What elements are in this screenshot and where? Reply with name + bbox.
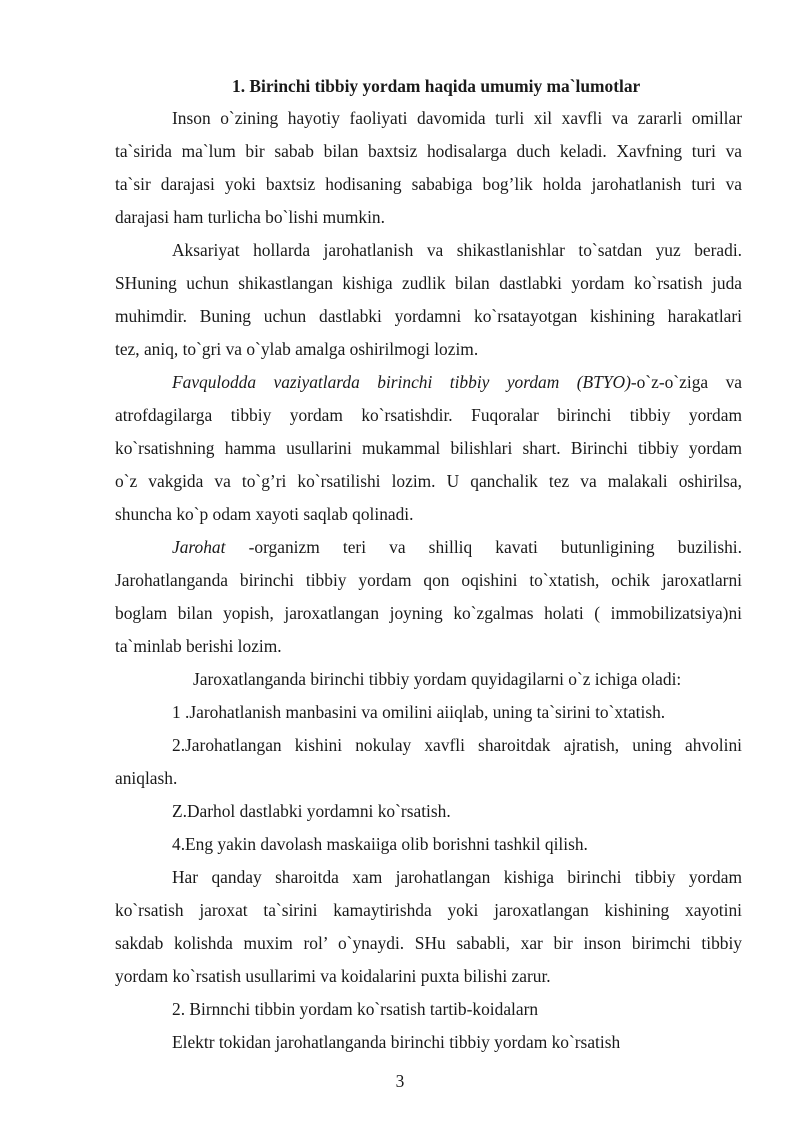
paragraph-line: ta`sirida ma`lum bir sabab bilan baxtsiz hodisalarga duch keladi. Xavfning turi va <box>115 141 742 161</box>
paragraph-text: -organizm teri va shilliq kavati butunligining buzilishi. <box>225 537 742 557</box>
paragraph-line: Jaroxatlanganda birinchi tibbiy yordam quyidagilarni o`z ichiga oladi: <box>193 669 682 689</box>
list-item: Z.Darhol dastlabki yordamni ko`rsatish. <box>172 801 451 821</box>
paragraph-line: Har qanday sharoitda xam jarohatlangan kishiga birinchi tibbiy yordam <box>172 867 742 887</box>
italic-term: Favqulodda vaziyatlarda birinchi tibbiy yordam (BTYO) <box>172 372 631 392</box>
italic-term: Jarohat <box>172 537 226 557</box>
paragraph-line: ko`rsatish jaroxat ta`sirini kamaytirishda yoki jaroxatlangan kishining xayotini <box>115 900 742 920</box>
paragraph-line: shuncha ko`p odam xayoti saqlab qolinadi. <box>115 504 414 524</box>
list-item-continuation: aniqlash. <box>115 768 178 788</box>
page-number: 3 <box>395 1071 405 1091</box>
list-item: 2.Jarohatlangan kishini nokulay xavfli sharoitdak ajratish, uning ahvolini <box>172 735 742 755</box>
list-item: 1 .Jarohatlanish manbasini va omilini aiiqlab, uning ta`sirini to`xtatish. <box>172 702 666 722</box>
section-heading: 1. Birinchi tibbiy yordam haqida umumiy ma`lumotlar <box>232 76 641 96</box>
paragraph-line: o`z vakgida va to`g’ri ko`rsatilishi lozim. U qanchalik tez va malakali oshirilsa, <box>115 471 742 491</box>
paragraph-line: Aksariyat hollarda jarohatlanish va shikastlanishlar to`satdan yuz beradi. <box>172 240 742 260</box>
paragraph-line: tez, aniq, to`gri va o`ylab amalga oshirilmogi lozim. <box>115 339 479 359</box>
paragraph-line <box>172 537 742 558</box>
paragraph-line: Elektr tokidan jarohatlanganda birinchi tibbiy yordam ko`rsatish <box>172 1032 621 1052</box>
paragraph-line: SHuning uchun shikastlangan kishiga zudlik bilan dastlabki yordam ko`rsatish juda <box>115 273 742 293</box>
paragraph-line: muhimdir. Buning uchun dastlabki yordamni ko`rsatayotgan kishining harakatlari <box>115 306 742 326</box>
paragraph-line: Jarohatlanganda birinchi tibbiy yordam qon oqishini to`xtatish, ochik jaroxatlarni <box>115 570 742 590</box>
paragraph-line: ko`rsatishning hamma usullarini mukammal bilishlari shart. Birinchi tibbiy yordam <box>115 438 742 458</box>
paragraph-line: Inson o`zining hayotiy faoliyati davomida turli xil xavfli va zararli omillar <box>172 108 742 128</box>
paragraph-line: sakdab kolishda muxim rol’ o`ynaydi. SHu sababli, xar bir inson birimchi tibbiy <box>115 933 742 953</box>
paragraph-line: darajasi ham turlicha bo`lishi mumkin. <box>115 207 385 227</box>
paragraph-line: atrofdagilarga tibbiy yordam ko`rsatishdir. Fuqoralar birinchi tibbiy yordam <box>115 405 742 425</box>
list-item: 4.Eng yakin davolash maskaiiga olib borishni tashkil qilish. <box>172 834 588 854</box>
paragraph-line: boglam bilan yopish, jaroxatlangan joyning ko`zgalmas holati ( immobilizatsiya)ni <box>115 603 742 623</box>
paragraph-line <box>172 372 742 393</box>
paragraph-line: ta`sir darajasi yoki baxtsiz hodisaning sababiga bog’lik holda jarohatlanish turi va <box>115 174 742 194</box>
paragraph-text: -o`z-o`ziga va <box>630 372 742 392</box>
paragraph-line: yordam ko`rsatish usullarimi va koidalarini puxta bilishi zarur. <box>115 966 551 986</box>
section-title: 2. Birnnchi tibbin yordam ko`rsatish tartib-koidalarn <box>172 999 539 1019</box>
paragraph-line: ta`minlab berishi lozim. <box>115 636 282 656</box>
